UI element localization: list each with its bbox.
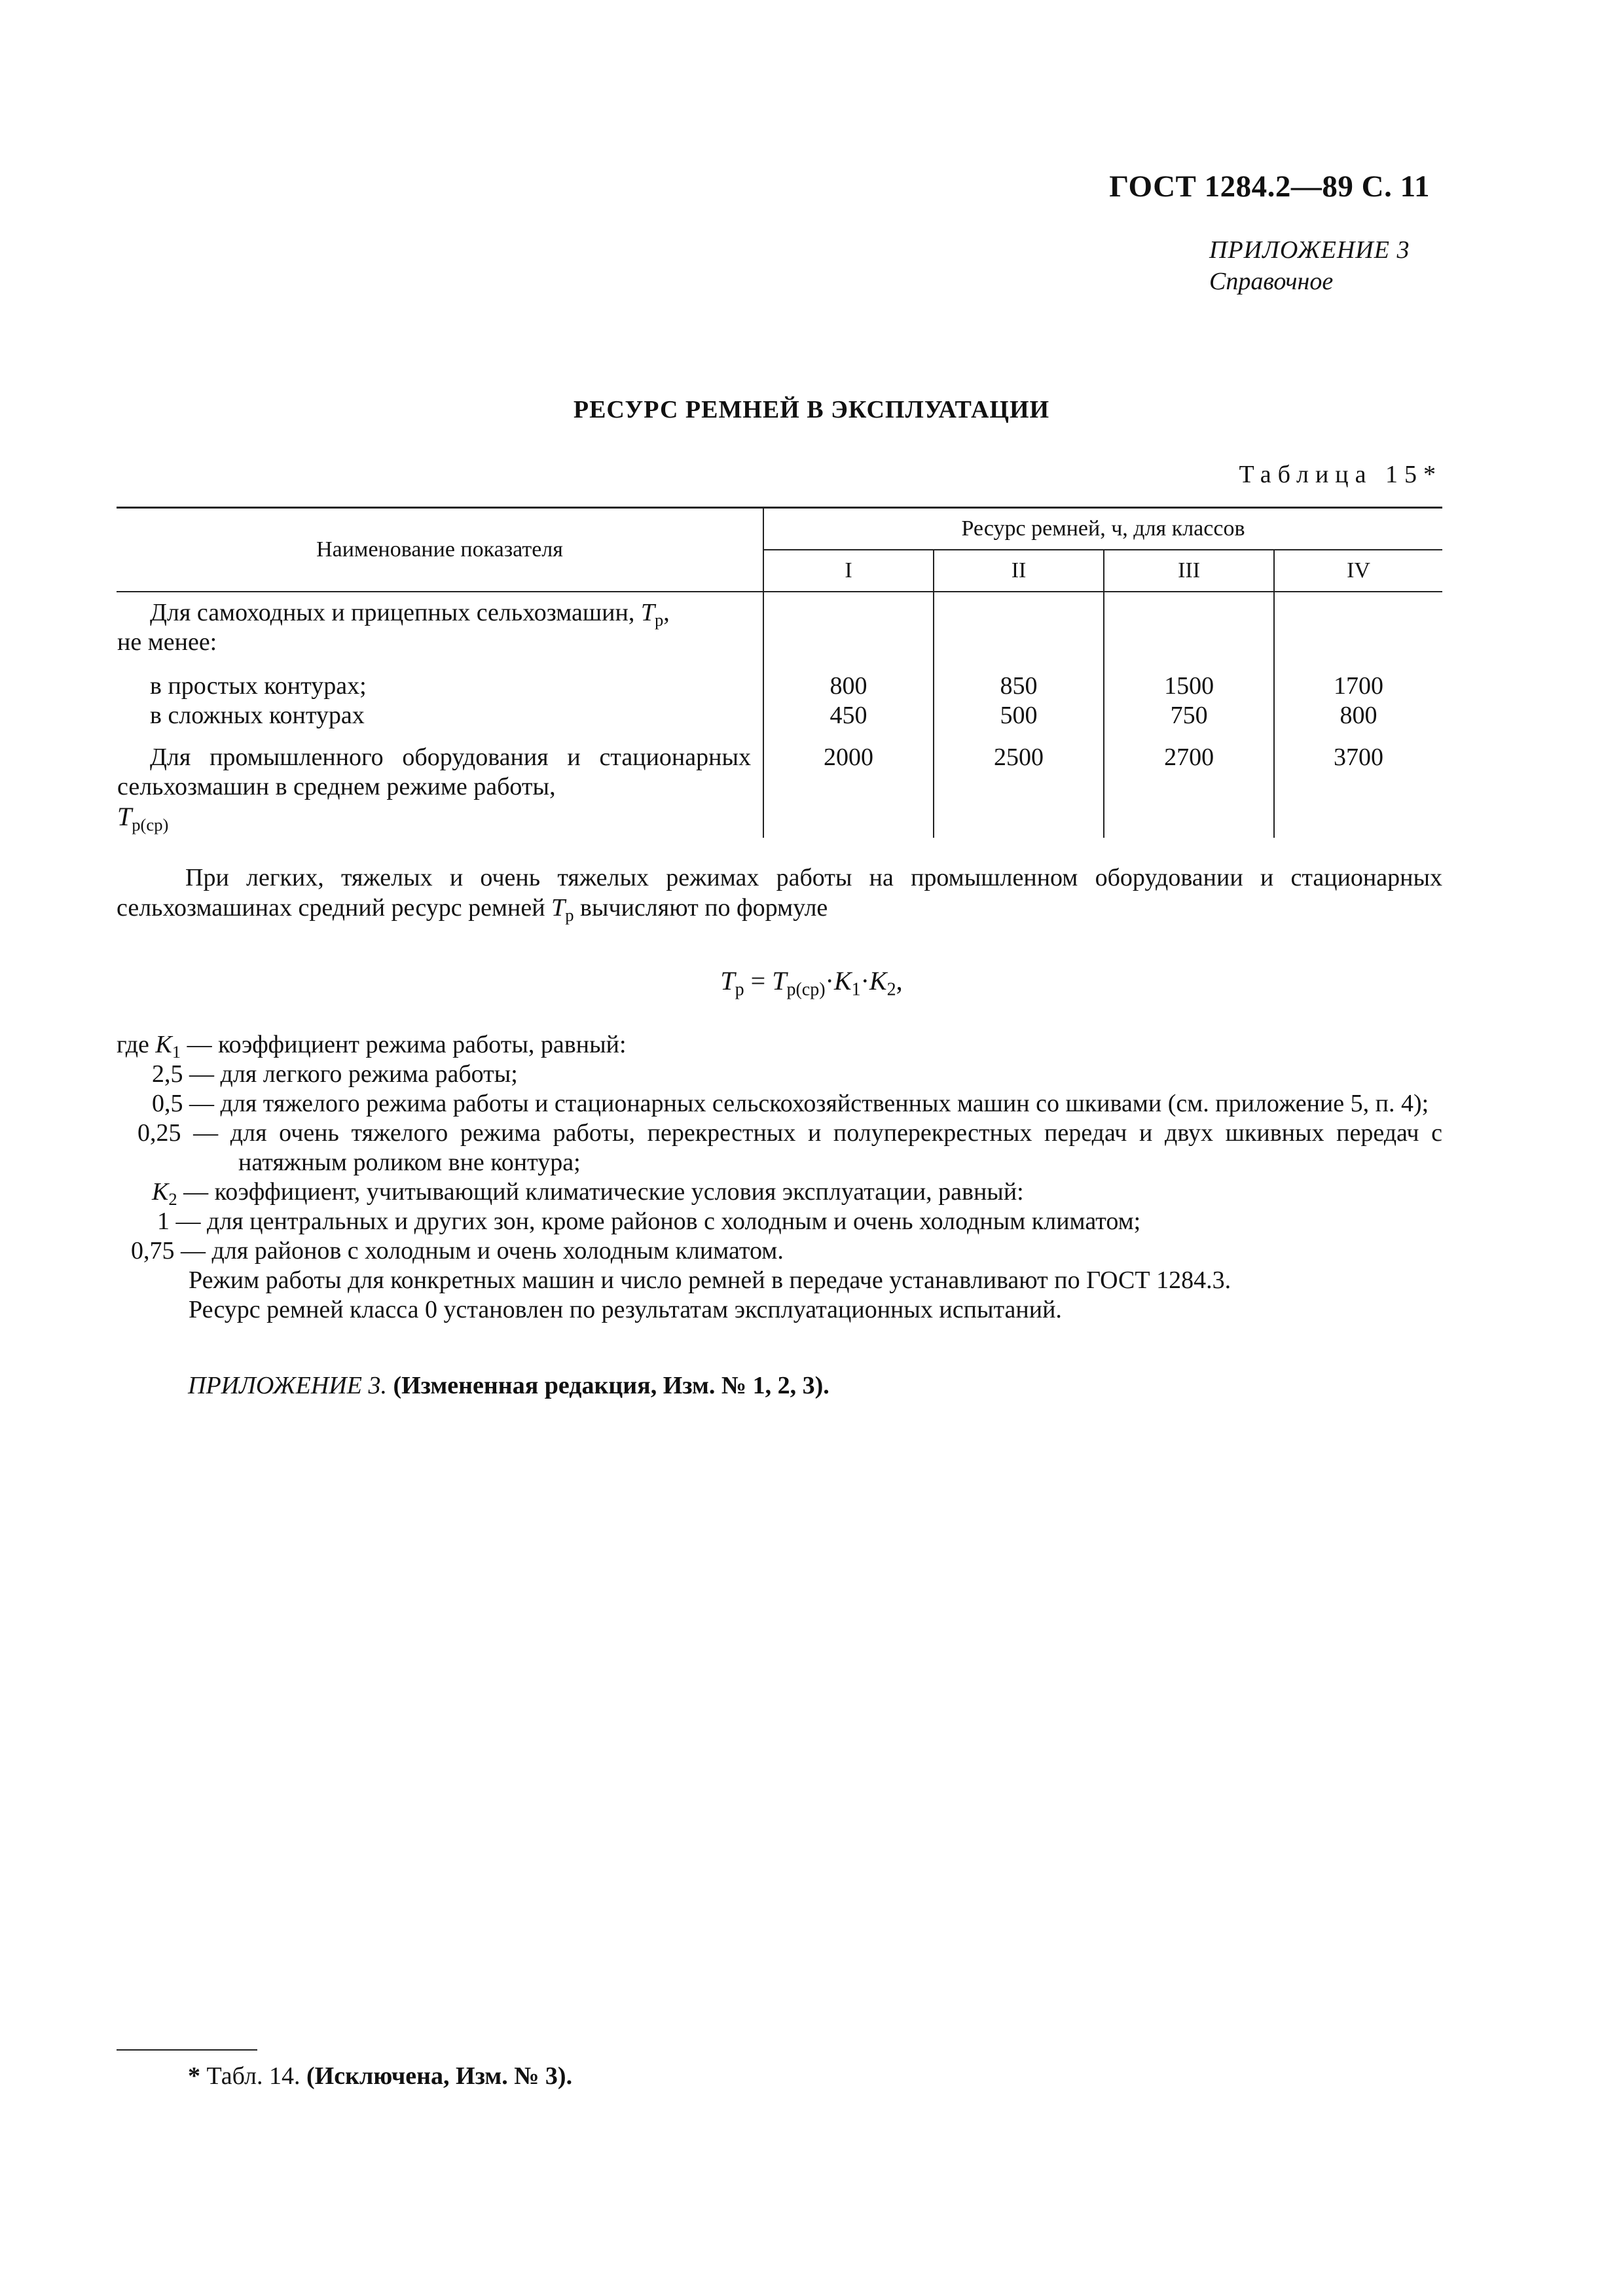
- belt-resource-table: [117, 507, 1442, 838]
- cell-value: 1500: [1164, 672, 1214, 700]
- appendix-status: Справочное: [1209, 268, 1334, 295]
- cell-value: 2700: [1104, 731, 1274, 838]
- note-line: Ресурс ремней класса 0 установлен по результатам эксплуатационных испытаний.: [189, 1296, 1062, 1323]
- cell-value: 800: [1340, 702, 1377, 729]
- cell-value: 800: [830, 672, 867, 700]
- appendix-label: ПРИЛОЖЕНИЕ 3: [1209, 236, 1410, 264]
- footnote: * Табл. 14. (Исключена, Изм. № 3).: [188, 2062, 573, 2090]
- column-header-name: Наименование показателя: [117, 508, 763, 592]
- body-paragraph: При легких, тяжелых и очень тяжелых режимах работы на промышленном оборудовании и стационарных сельхозмашинах средний ресурс ремней $T_р$ вычисляют по формуле: [117, 864, 1442, 925]
- cell-value: 850: [1000, 672, 1038, 700]
- class-header: IV: [1274, 550, 1442, 592]
- table-row: [117, 731, 1442, 838]
- footnote-divider: [117, 2049, 257, 2051]
- coefficient-definitions: [117, 1030, 1442, 1325]
- class-header: I: [763, 550, 934, 592]
- k1-definition: где $K_1$ — коэффициент режима работы, равный:: [117, 1031, 627, 1062]
- row-label: в сложных контурах: [150, 702, 365, 729]
- list-item: 0,75 — для районов с холодным и очень холодным климатом.: [131, 1237, 784, 1265]
- section-title: РЕСУРС РЕМНЕЙ В ЭКСПЛУАТАЦИИ: [573, 396, 1050, 423]
- document-page-header: ГОСТ 1284.2—89 С. 11: [1109, 170, 1430, 204]
- k2-definition: $K_2$ — коэффициент, учитывающий климатические условия эксплуатации, равный:: [152, 1178, 1024, 1209]
- cell-value: 500: [1000, 702, 1038, 729]
- class-header: II: [934, 550, 1104, 592]
- cell-value: 750: [1170, 702, 1208, 729]
- cell-value: 450: [830, 702, 867, 729]
- cell-value: 3700: [1274, 731, 1442, 838]
- formula: $T_р = T_{р(ср)}\cdot K_1\cdot K_2$,: [720, 966, 903, 1000]
- note-line: Режим работы для конкретных машин и число ремней в передаче устанавливают по ГОСТ 1284.3.: [189, 1266, 1231, 1294]
- list-item: 2,5 — для легкого режима работы;: [152, 1060, 518, 1088]
- class-header: III: [1104, 550, 1274, 592]
- row-label: в простых контурах;: [150, 672, 367, 700]
- list-item: 0,25 — для очень тяжелого режима работы, перекрестных и полуперекрестных передач и двух шкивных передач с натяжным роликом вне контура;: [137, 1119, 1442, 1176]
- cell-value: 1700: [1334, 672, 1384, 700]
- cell-value: 2000: [763, 731, 934, 838]
- table-row: [117, 592, 1442, 731]
- cell-value: 2500: [934, 731, 1104, 838]
- list-item: 0,5 — для тяжелого режима работы и стационарных сельскохозяйственных машин со шкивами (см. приложение 5, п. 4);: [152, 1090, 1429, 1117]
- amendment-note: ПРИЛОЖЕНИЕ 3. (Измененная редакция, Изм. № 1, 2, 3).: [188, 1372, 830, 1399]
- column-group-header: Ресурс ремней, ч, для классов: [763, 508, 1442, 550]
- row-group1-title: Для самоходных и прицепных сельхозмашин, $T_р$, не менее: в простых контурах; в сложных контурах: [117, 592, 763, 731]
- table-caption: Таблица 15*: [1239, 461, 1442, 488]
- row-group2-title: Для промышленного оборудования и стационарных сельхозмашин в среднем режиме работы, $T_{р(ср)}$: [117, 731, 763, 838]
- list-item: 1 — для центральных и других зон, кроме районов с холодным и очень холодным климатом;: [157, 1208, 1141, 1235]
